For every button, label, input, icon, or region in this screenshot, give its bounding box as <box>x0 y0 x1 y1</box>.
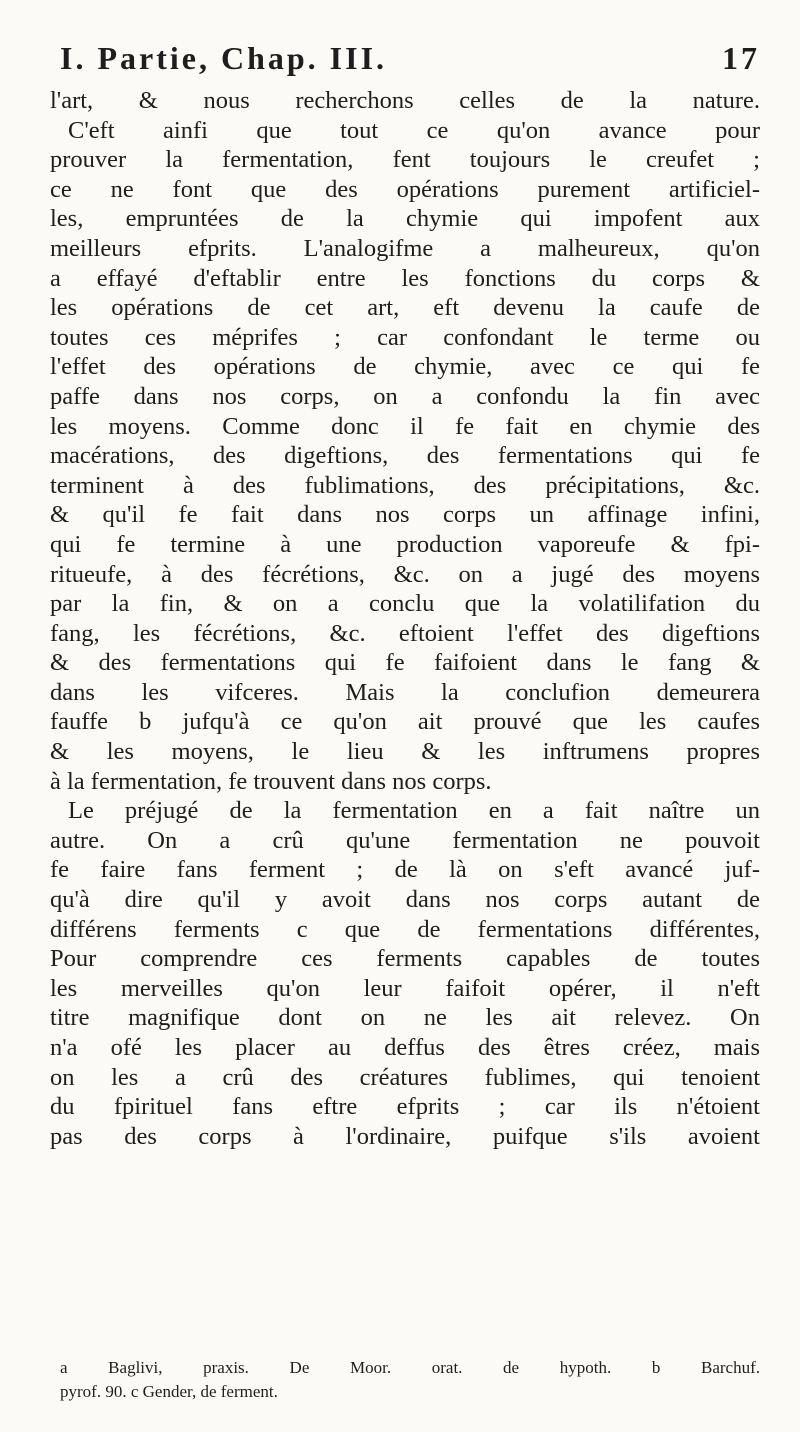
text-line: & des fermentations qui fe faifoient dans le fang & <box>50 649 760 677</box>
text-line: les moyens. Comme donc il fe fait en chymie des <box>50 412 760 440</box>
footnote-line: a Baglivi, praxis. De Moor. orat. de hypoth. b Barchuf. <box>60 1358 760 1377</box>
text-line: fang, les fécrétions, &c. eftoient l'effet des digeftions <box>50 619 760 647</box>
text-line: n'a ofé les placer au deffus des êtres créez, mais <box>50 1034 760 1061</box>
text-line: on les a crû des créatures fublimes, qui tenoient <box>50 1063 760 1091</box>
text-line: prouver la fermentation, fent toujours le creufet ; <box>50 146 760 174</box>
footnotes <box>60 1356 760 1404</box>
page-number: 17 <box>722 40 760 76</box>
text-line: macérations, des digeftions, des fermentations qui fe <box>50 442 760 470</box>
text-line: a effayé d'eftablir entre les fonctions du corps & <box>50 264 760 292</box>
text-line: Pour comprendre ces ferments capables de toutes <box>50 945 760 973</box>
text-line: terminent à des fublimations, des précipitations, &c. <box>50 471 760 499</box>
text-line: dans les vifceres. Mais la conclufion demeurera <box>50 678 760 706</box>
text-line: ritueufe, à des fécrétions, &c. on a jugé des moyens <box>50 560 760 588</box>
text-line: à la fermentation, fe trouvent dans nos corps. <box>50 767 492 795</box>
text-line: l'art, & nous recherchons celles de la nature. <box>50 87 760 114</box>
text-line: par la fin, & on a conclu que la volatilifation du <box>50 590 760 618</box>
footnote-line: pyrof. 90. c Gender, de ferment. <box>60 1382 278 1401</box>
text-line: qui fe termine à une production vaporeufe & fpi- <box>50 530 760 558</box>
text-line: pas des corps à l'ordinaire, puifque s'ils avoient <box>50 1122 760 1150</box>
body-text <box>50 86 760 1151</box>
text-line: les, empruntées de la chymie qui impofent aux <box>50 205 760 233</box>
text-line: & les moyens, le lieu & les inftrumens propres <box>50 738 760 766</box>
running-title: I. Partie, Chap. III. <box>60 40 388 76</box>
text-line: fauffe b jufqu'à ce qu'on ait prouvé que les caufes <box>50 708 760 736</box>
text-line: fe faire fans ferment ; de là on s'eft avancé juf- <box>50 856 760 884</box>
text-line: les opérations de cet art, eft devenu la caufe de <box>50 294 760 322</box>
text-line: autre. On a crû qu'une fermentation ne pouvoit <box>50 826 760 854</box>
text-line: paffe dans nos corps, on a confondu la fin avec <box>50 382 760 410</box>
text-line: ce ne font que des opérations purement artificiel- <box>50 175 760 203</box>
text-line: titre magnifique dont on ne les ait relevez. On <box>50 1004 760 1032</box>
page-header <box>60 40 760 80</box>
text-line: meilleurs efprits. L'analogifme a malheureux, qu'on <box>50 234 760 262</box>
text-line: l'effet des opérations de chymie, avec ce qui fe <box>50 353 760 381</box>
text-line: qu'à dire qu'il y avoit dans nos corps autant de <box>50 886 760 914</box>
text-line: Le préjugé de la fermentation en a fait naître un <box>68 797 760 825</box>
text-line: C'eft ainfi que tout ce qu'on avance pour <box>68 116 760 144</box>
text-line: toutes ces méprifes ; car confondant le terme ou <box>50 323 760 351</box>
text-line: & qu'il fe fait dans nos corps un affinage infini, <box>50 501 760 529</box>
text-line: les merveilles qu'on leur faifoit opérer, il n'eft <box>50 974 760 1002</box>
text-line: du fpirituel fans eftre efprits ; car ils n'étoient <box>50 1093 760 1121</box>
text-line: différens ferments c que de fermentations différentes, <box>50 915 760 943</box>
